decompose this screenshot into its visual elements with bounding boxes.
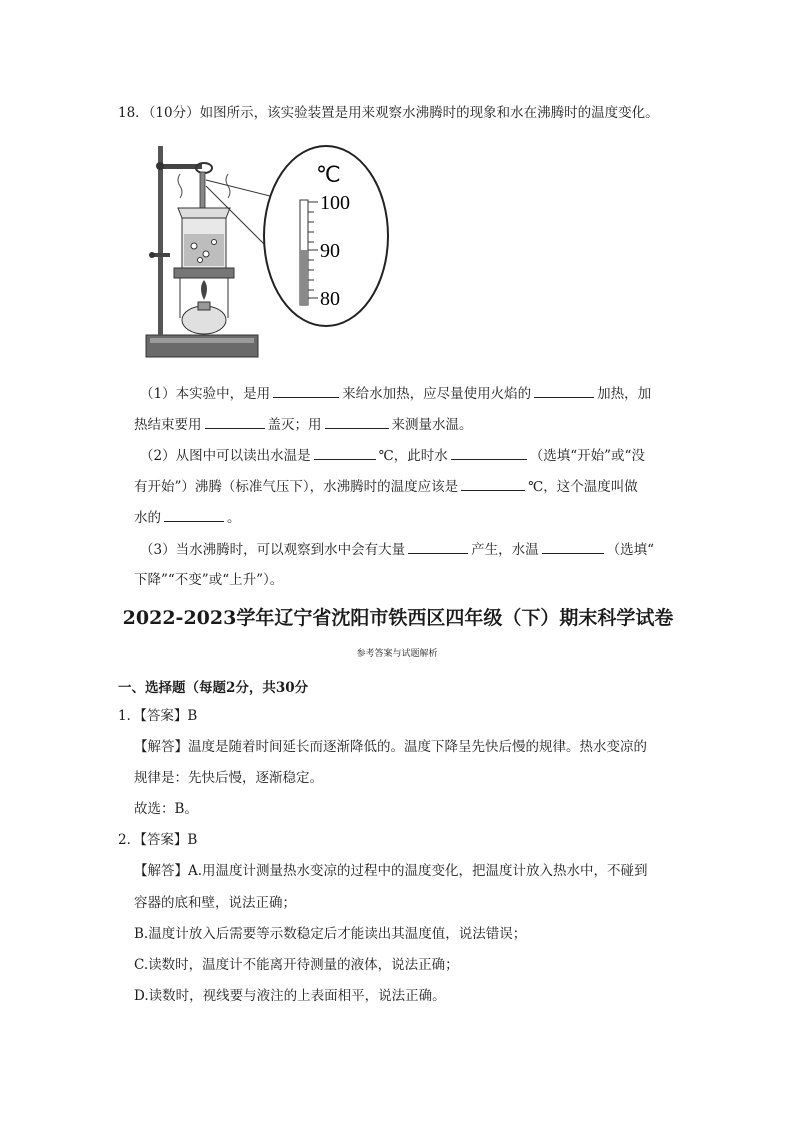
scale-label-90: 90 <box>320 240 340 262</box>
answer-blank[interactable] <box>408 539 468 554</box>
scale-label-80: 80 <box>320 288 340 310</box>
answer-2-line2: 容器的底和壁，说法正确； <box>134 895 296 911</box>
answer-blank[interactable] <box>461 476 525 491</box>
answer-blank[interactable] <box>205 414 265 429</box>
part1-line1: （1）本实验中，是用 来给水加热，应尽量使用火焰的 加热，加 <box>140 383 651 404</box>
part2-line3: 水的 。 <box>134 507 241 528</box>
exam-title: 2022-2023学年辽宁省沈阳市铁西区四年级（下）期末科学试卷 <box>122 607 674 629</box>
apparatus-diagram <box>140 138 390 368</box>
question-header: 18．（10分）如图所示，该实验装置是用来观察水沸腾时的现象和水在沸腾时的温度变化。 <box>118 105 659 121</box>
part3-line1: （3）当水沸腾时，可以观察到水中会有大量 产生，水温 （选填“ <box>140 539 654 560</box>
part1-line2: 热结束要用 盖灭；用 来测量水温。 <box>134 414 473 435</box>
answer-2-line5: D.读数时，视线要与液注的上表面相平，说法正确。 <box>134 988 446 1004</box>
answer-1-line3: 故选：B。 <box>134 801 198 817</box>
answer-subtitle: 参考答案与试题解析 <box>356 649 438 659</box>
answer-blank[interactable] <box>273 383 339 398</box>
answer-blank[interactable] <box>325 414 389 429</box>
answer-2-line1: 【解答】A.用温度计测量热水变凉的过程中的温度变化，把温度计放入热水中，不碰到 <box>134 863 648 879</box>
section-title: 一、选择题（每题2分，共30分 <box>118 680 309 696</box>
answer-1-line2: 规律是：先快后慢，逐渐稳定。 <box>134 770 323 786</box>
boiling-experiment-figure <box>140 138 390 372</box>
answer-blank[interactable] <box>164 507 224 522</box>
answer-2-header: 2．【答案】B <box>118 832 198 848</box>
unit-label: ℃ <box>316 162 341 187</box>
answer-blank[interactable] <box>534 383 594 398</box>
answer-blank[interactable] <box>542 539 604 554</box>
answer-blank[interactable] <box>451 445 527 460</box>
part3-line2: 下降”“不变”或“上升”）。 <box>134 572 284 588</box>
answer-1-header: 1．【答案】B <box>118 708 198 724</box>
answer-blank[interactable] <box>314 445 376 460</box>
part2-line2: 有开始”）沸腾（标准气压下），水沸腾时的温度应该是 ℃，这个温度叫做 <box>134 476 638 497</box>
answer-1-line1: 【解答】温度是随着时间延长而逐渐降低的。温度下降呈先快后慢的规律。热水变凉的 <box>134 739 647 755</box>
part2-line1: （2）从图中可以读出水温是 ℃，此时水 （选填“开始”或“没 <box>140 445 645 466</box>
scale-label-100: 100 <box>320 192 350 214</box>
answer-2-line3: B.温度计放入后需要等示数稳定后才能读出其温度值，说法错误； <box>134 926 527 942</box>
answer-2-line4: C.读数时，温度计不能离开待测量的液体，说法正确； <box>134 957 459 973</box>
